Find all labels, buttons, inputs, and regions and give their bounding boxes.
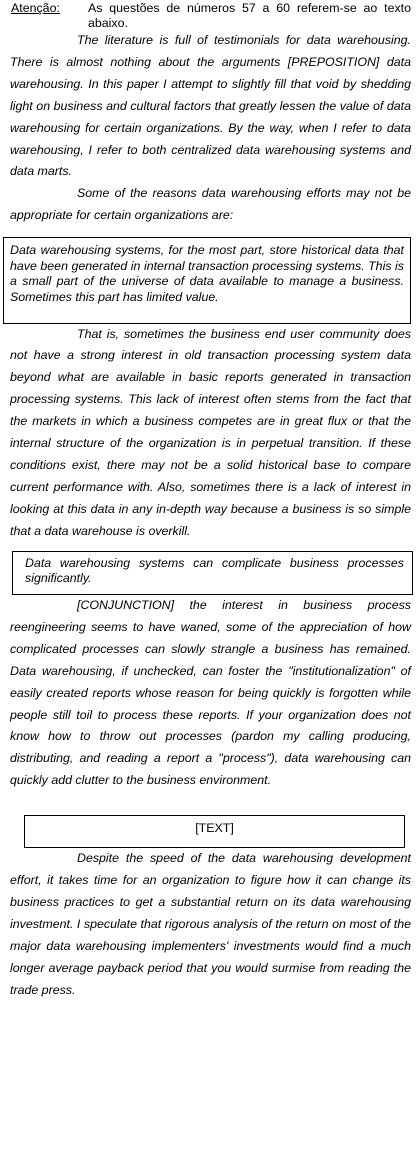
text-placeholder-label: [TEXT] bbox=[195, 821, 234, 836]
notice-text: As questões de números 57 a 60 referem-se ao texto abaixo. bbox=[88, 1, 411, 30]
boxed-statement-2 bbox=[12, 551, 413, 595]
paragraph-5: Despite the speed of the data warehousing development effort, it takes time for an organization to figure how it can change its business practices to get a substantial return on its data warehousing investment. I speculate that rigorous analysis of the return on most of the major data warehousing implementers' investments would find a much longer average payback period that you would surmise from reading the trade press. bbox=[10, 851, 411, 997]
paragraph-1: The literature is full of testimonials for data warehousing. There is almost nothing about the arguments [PREPOSITION] data warehousing. In this paper I attempt to slightly fill that void by shedding light on business and cultural factors that greatly lessen the value of data warehousing for certain organizations. By the way, when I refer to data warehousing, I refer to both centralized data warehousing systems and data marts. bbox=[10, 33, 411, 179]
document-page bbox=[0, 1, 419, 1175]
boxed-statement-1 bbox=[3, 237, 411, 323]
paragraph-2: Some of the reasons data warehousing efforts may not be appropriate for certain organizations are: bbox=[10, 186, 411, 223]
notice bbox=[11, 1, 411, 30]
text-placeholder-box bbox=[24, 815, 405, 848]
boxed-statement-1-text: Data warehousing systems, for the most part, store historical data that have been generated in internal transaction processing systems. This is a small part of the universe of data available to manage a business. Sometimes this part has limited value. bbox=[10, 243, 404, 304]
paragraph-3: That is, sometimes the business end user community does not have a strong interest in old transaction processing system data beyond what are available in basic reports generated in transaction processing systems. This lack of interest often stems from the fact that the markets in which a business competes are in great flux or that the internal structure of the organization is in perpetual transition. If these conditions exist, there may not be a solid historical base to compare current performance with. Also, sometimes there is a lack of interest in looking at this data in any in-depth way because a business is so simple that a data warehouse is overkill. bbox=[10, 326, 411, 538]
notice-label: Atenção: bbox=[11, 1, 60, 15]
boxed-statement-2-text: Data warehousing systems can complicate business processes significantly. bbox=[25, 555, 404, 585]
paragraph-4: [CONJUNCTION] the interest in business process reengineering seems to have waned, some of the appreciation of how complicated processes can slowly strangle a business has remained. Data warehousing, if unchecked, can foster the "institutionalization" of easily created reports whose reason for being quickly is forgotten while people still toil to process these reports. If your organization does not know how to throw out processes (pardon my calling producing, distributing, and reading a report a "process"), data warehousing can quickly add clutter to the business environment. bbox=[10, 598, 411, 788]
